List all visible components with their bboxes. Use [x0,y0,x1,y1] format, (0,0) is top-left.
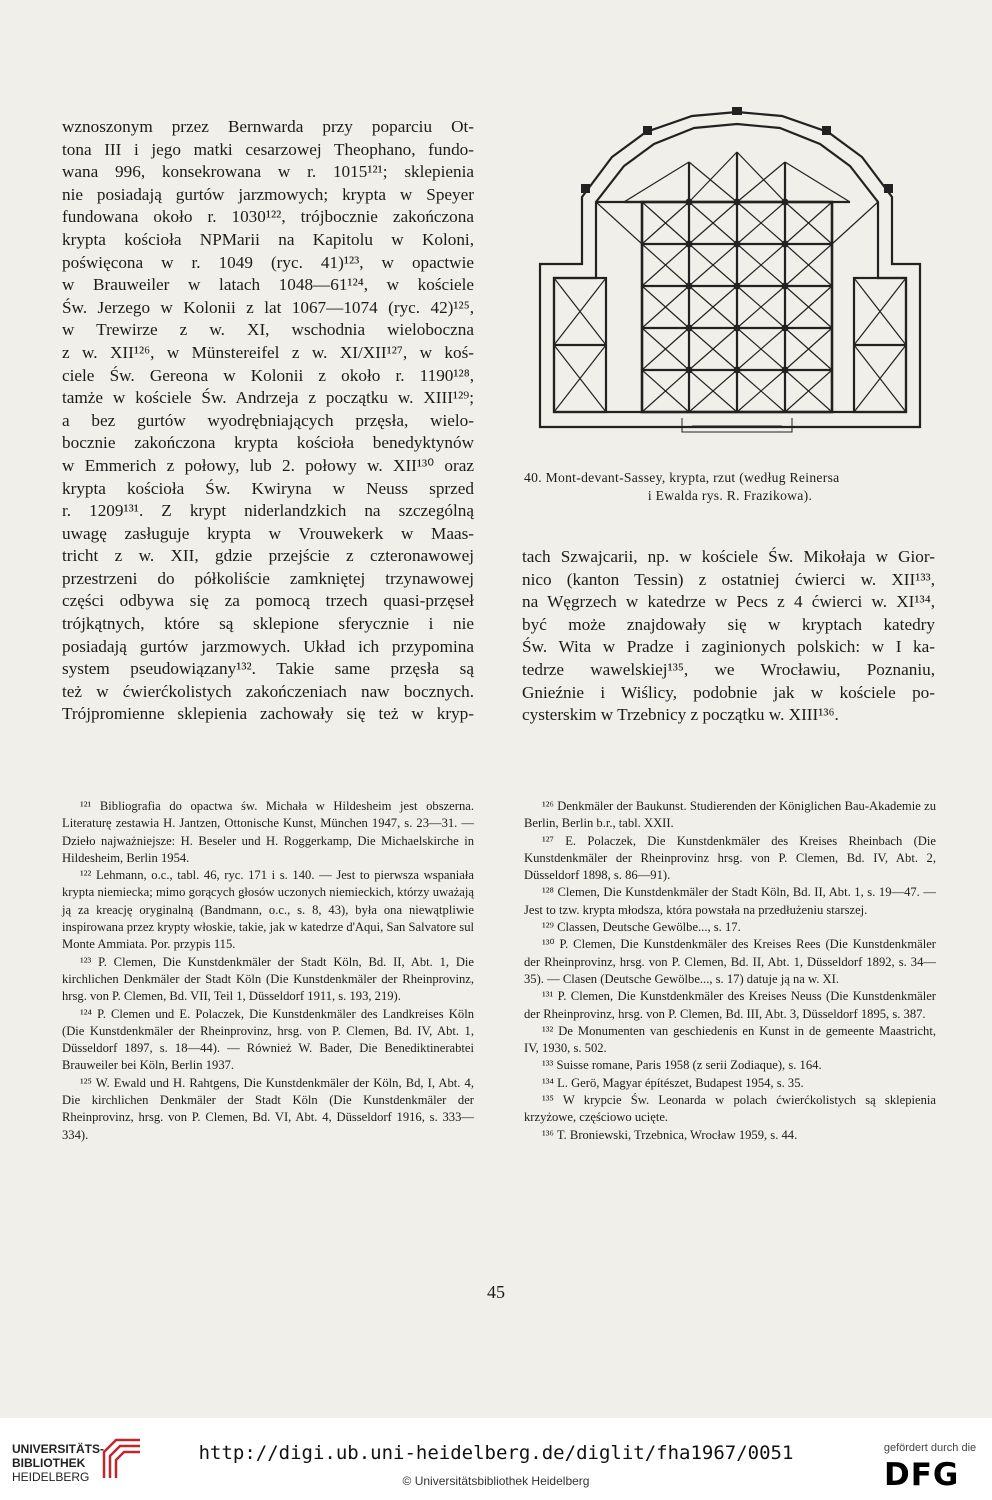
footnote: ¹³¹ P. Clemen, Die Kunstdenkmäler des Kreises Neuss (Die Kunstdenkmäler der Rheinprovinz, hrsg. von P. Clemen, Bd. III, Abt. 3, Düsseldorf 1895, s. 387. [524,989,936,1021]
footnote: ¹²⁷ E. Polaczek, Die Kunstdenkmäler des Kreises Rheinbach (Die Kunstdenkmäler der Rheinprovinz hrsg. von P. Clemen, Bd. IV, Abt. 2, Düsseldorf 1898, s. 86—91). [524,833,936,883]
footnote: ¹³² De Monumenten van geschiedenis en Kunst in de gemeente Maastricht, IV, 1930, s. 502. [524,1023,936,1056]
body-text-line: Św. Wita w Pradze i zaginionych polskich: w I ka- [522,637,935,657]
body-text-line: ciele Św. Gereona w Kolonii z około r. 1190¹²⁸, [62,365,474,385]
figure-caption [524,469,936,505]
viewer-footer [0,1418,992,1500]
body-text-line: na Węgrzech w katedrze w Pecs z 4 ćwierci w. XI¹³⁴, [522,592,935,612]
body-text-line: w Emmerich z połowy, lub 2. połowy w. XII¹³⁰ oraz [62,455,474,475]
body-text-line: trójkątnych, które są sklepione sferycznie i nie [62,614,474,634]
footnote: ¹³⁰ P. Clemen, Die Kunstdenkmäler des Kreises Rees (Die Kunstdenkmäler der Rheinprovinz, hrsg. von P. Clemen, Bd. II, Abt. 1, Düsseldorf 1892, s. 34—35). — Clasen (Deutsche Gewölbe..., s. 17) datuje ją na w. XI. [524,937,936,986]
footnote: ¹²¹ Bibliografia do opactwa św. Michała w Hildesheim jest obszerna. Literaturę zestawia H. Jantzen, Ottonische Kunst, München 1947, s. 23—31. — Dzieło najważniejsze: H. Beseler und H. Roggerkamp, Die Michaelskirche in Hildesheim, Berlin 1954. [62,799,474,865]
footnote: ¹²³ P. Clemen, Die Kunstdenkmäler der Stadt Köln, Bd. II, Abt. 1, Die kirchlichen Denkmäler der Stadt Köln (Die Kunstdenkmäler der Rheinprovinz, hrsg. von P. Clemen, Bd. VII, Teil 1, Düsseldorf 1911, s. 193, 219). [62,954,474,1004]
crypt-floor-plan-drawing [532,102,942,462]
footnotes-right [524,798,936,1144]
body-text-line: fundowana około r. 1030¹²², trójbocznie zakończona [62,207,474,227]
body-text-line: wana 996, konsekrowana w r. 1015¹²¹; sklepienia [62,162,474,182]
body-text-line: posiadają gurtów jarzmowych. Układ ich przypomina [62,636,474,656]
body-text-line: r. 1209¹³¹. Z krypt niderlandzkich na szczególną [62,501,474,521]
footnote: ¹²⁵ W. Ewald und H. Rahtgens, Die Kunstdenkmäler der Köln, Bd, I, Abt. 4, Die kirchlichen Denkmäler der Stadt Köln (Die Kunstdenkmäler der Rheinprovinz, hrsg. von P. Clemen, Bd. VI, Abt. 4, Düsseldorf 1916, s. 333—334). [62,1075,474,1142]
body-text-line: uwagę zasługuje krypta w Vrouwekerk w Maas- [62,523,474,543]
body-text-line: Św. Jerzego w Kolonii z lat 1067—1074 (ryc. 42)¹²⁵, [62,297,474,317]
footnotes-left [62,798,474,1144]
body-text-line: nie posiadają gurtów jarzmowych; krypta w Speyer [62,184,474,204]
body-text-line: części odbywa się za pomocą trzech quasi-przęseł [62,591,474,611]
library-name-line-2: BIBLIOTHEK [12,1456,86,1470]
body-text-line: a bez gurtów wyodrębniających przęsła, wielo- [62,410,474,430]
body-text-line: krypta kościoła NPMarii na Kapitolu w Koloni, [62,229,474,249]
body-text-line: krypta kościoła Św. Kwiryna w Neuss sprzed [62,478,474,498]
body-text-line: też w ćwierćkolistych zakończeniach naw bocznych. [62,681,474,701]
body-text-line: cysterskim w Trzebnicy z początku w. XIII¹³⁶. [522,705,839,725]
body-text-line: w Trewirze z w. XI, wschodnia wieloboczna [62,320,474,340]
footnote: ¹³⁵ W krypcie Św. Leonarda w polach ćwierćkolistych są sklepienia krzyżowe, częściowo ucięte. [524,1093,936,1125]
library-name-line-3: HEIDELBERG [12,1470,90,1484]
footnote: ¹²² Lehmann, o.c., tabl. 46, ryc. 171 i s. 140. — Jest to pierwsza wspaniała krypta niemiecka; mimo gorących głosów uczonych niemieckich, którzy uważają ją za kreację oryginalną (Bandmann, o.c., s. 8, 43), była ona niewątpliwie inspirowana przez krypty włoskie, takie, jak w katedrze d'Aqui, San Salvatore sul Monte Ammiata. Por. przypis 115. [62,868,474,952]
body-text-line: z w. XII¹²⁶, w Münstereifel z w. XI/XII¹²⁷, w koś- [62,342,474,362]
crypt-plan-figure [532,102,942,462]
body-text-line: poświęcona w r. 1049 (ryc. 41)¹²³, w opactwie [62,252,474,272]
body-text-line: tedrze wawelskiej¹³⁵, we Wrocławiu, Poznaniu, [522,659,935,679]
permalink-url[interactable]: http://digi.ub.uni-heidelberg.de/diglit/fha1967/0051 [198,1442,794,1464]
footnote: ¹³⁶ T. Broniewski, Trzebnica, Wrocław 1959, s. 44. [542,1127,798,1142]
body-text-line: nico (kanton Tessin) z ostatniej ćwierci w. XII¹³³, [522,569,935,589]
body-text-line: Trójpromienne sklepienia zachowały się też w kryp- [62,704,474,724]
dfg-logo[interactable]: DFG [884,1457,960,1493]
body-text-line: system pseudowiązany¹³². Takie same przęsła są [62,659,474,679]
footnote: ¹³³ Suisse romane, Paris 1958 (z serii Zodiaque), s. 164. [542,1058,822,1073]
body-text-line: w Brauweiler w latach 1048—61¹²⁴, w kościele [62,275,474,295]
body-text-line: wznoszonym przez Bernwarda przy poparciu Ot- [62,117,474,136]
copyright-notice: © Universitätsbibliothek Heidelberg [402,1474,590,1488]
body-text-line: tamże w kościele Św. Andrzeja z początku w. XIII¹²⁹; [62,388,474,408]
footnote: ¹²⁹ Classen, Deutsche Gewölbe..., s. 17. [542,920,741,935]
right-text-column [522,546,935,727]
library-name-line-1: UNIVERSITÄTS- [12,1442,105,1456]
footnote: ¹³⁴ L. Gerö, Magyar építészet, Budapest 1954, s. 35. [542,1075,804,1090]
body-text-line: być może znajdowały się w kryptach katedry [522,614,935,634]
caption-line-1: 40. Mont-devant-Sassey, krypta, rzut (według Reinersa [524,470,840,485]
body-text-line: tona III i jego matki cesarzowej Theophano, fundo- [62,139,474,159]
footnote: ¹²⁸ Clemen, Die Kunstdenkmäler der Stadt Köln, Bd. II, Abt. 1, s. 19—47. — Jest to tzw. krypta młodsza, która powstała na przedłużeniu starszej. [524,885,936,917]
left-text-column [62,116,474,726]
page-number: 45 [487,1282,505,1302]
body-text-line: tricht z w. XII, gdzie przejście z czteronawowej [62,546,474,566]
footnote: ¹²⁶ Denkmäler der Baukunst. Studierenden der Königlichen Bau-Akademie zu Berlin, Berlin b.r., tabl. XXII. [524,799,936,831]
caption-line-2: i Ewalda rys. R. Frazikowa). [647,488,813,503]
body-text-line: przestrzeni do półkoliście zamkniętej trzynawowej [62,568,474,588]
funded-by-label: gefördert durch die [883,1442,977,1454]
body-text-line: tach Szwajcarii, np. w kościele Św. Mikołaja w Gior- [522,547,935,566]
body-text-line: bocznie zakończona krypta kościoła benedyktynów [62,433,474,453]
body-text-line: Gnieźnie i Wiślicy, podobnie jak w kościele po- [522,682,935,702]
footnote: ¹²⁴ P. Clemen und E. Polaczek, Die Kunstdenkmäler des Landkreises Köln (Die Kunstdenkmäler der Rheinprovinz, hrsg. von P. Clemen, Bd. IV, Abt. 1, Düsseldorf 1897, s. 18—44). — Również W. Bader, Die Benediktinerabtei Brauweiler bei Köln, Berlin 1937. [62,1006,474,1073]
